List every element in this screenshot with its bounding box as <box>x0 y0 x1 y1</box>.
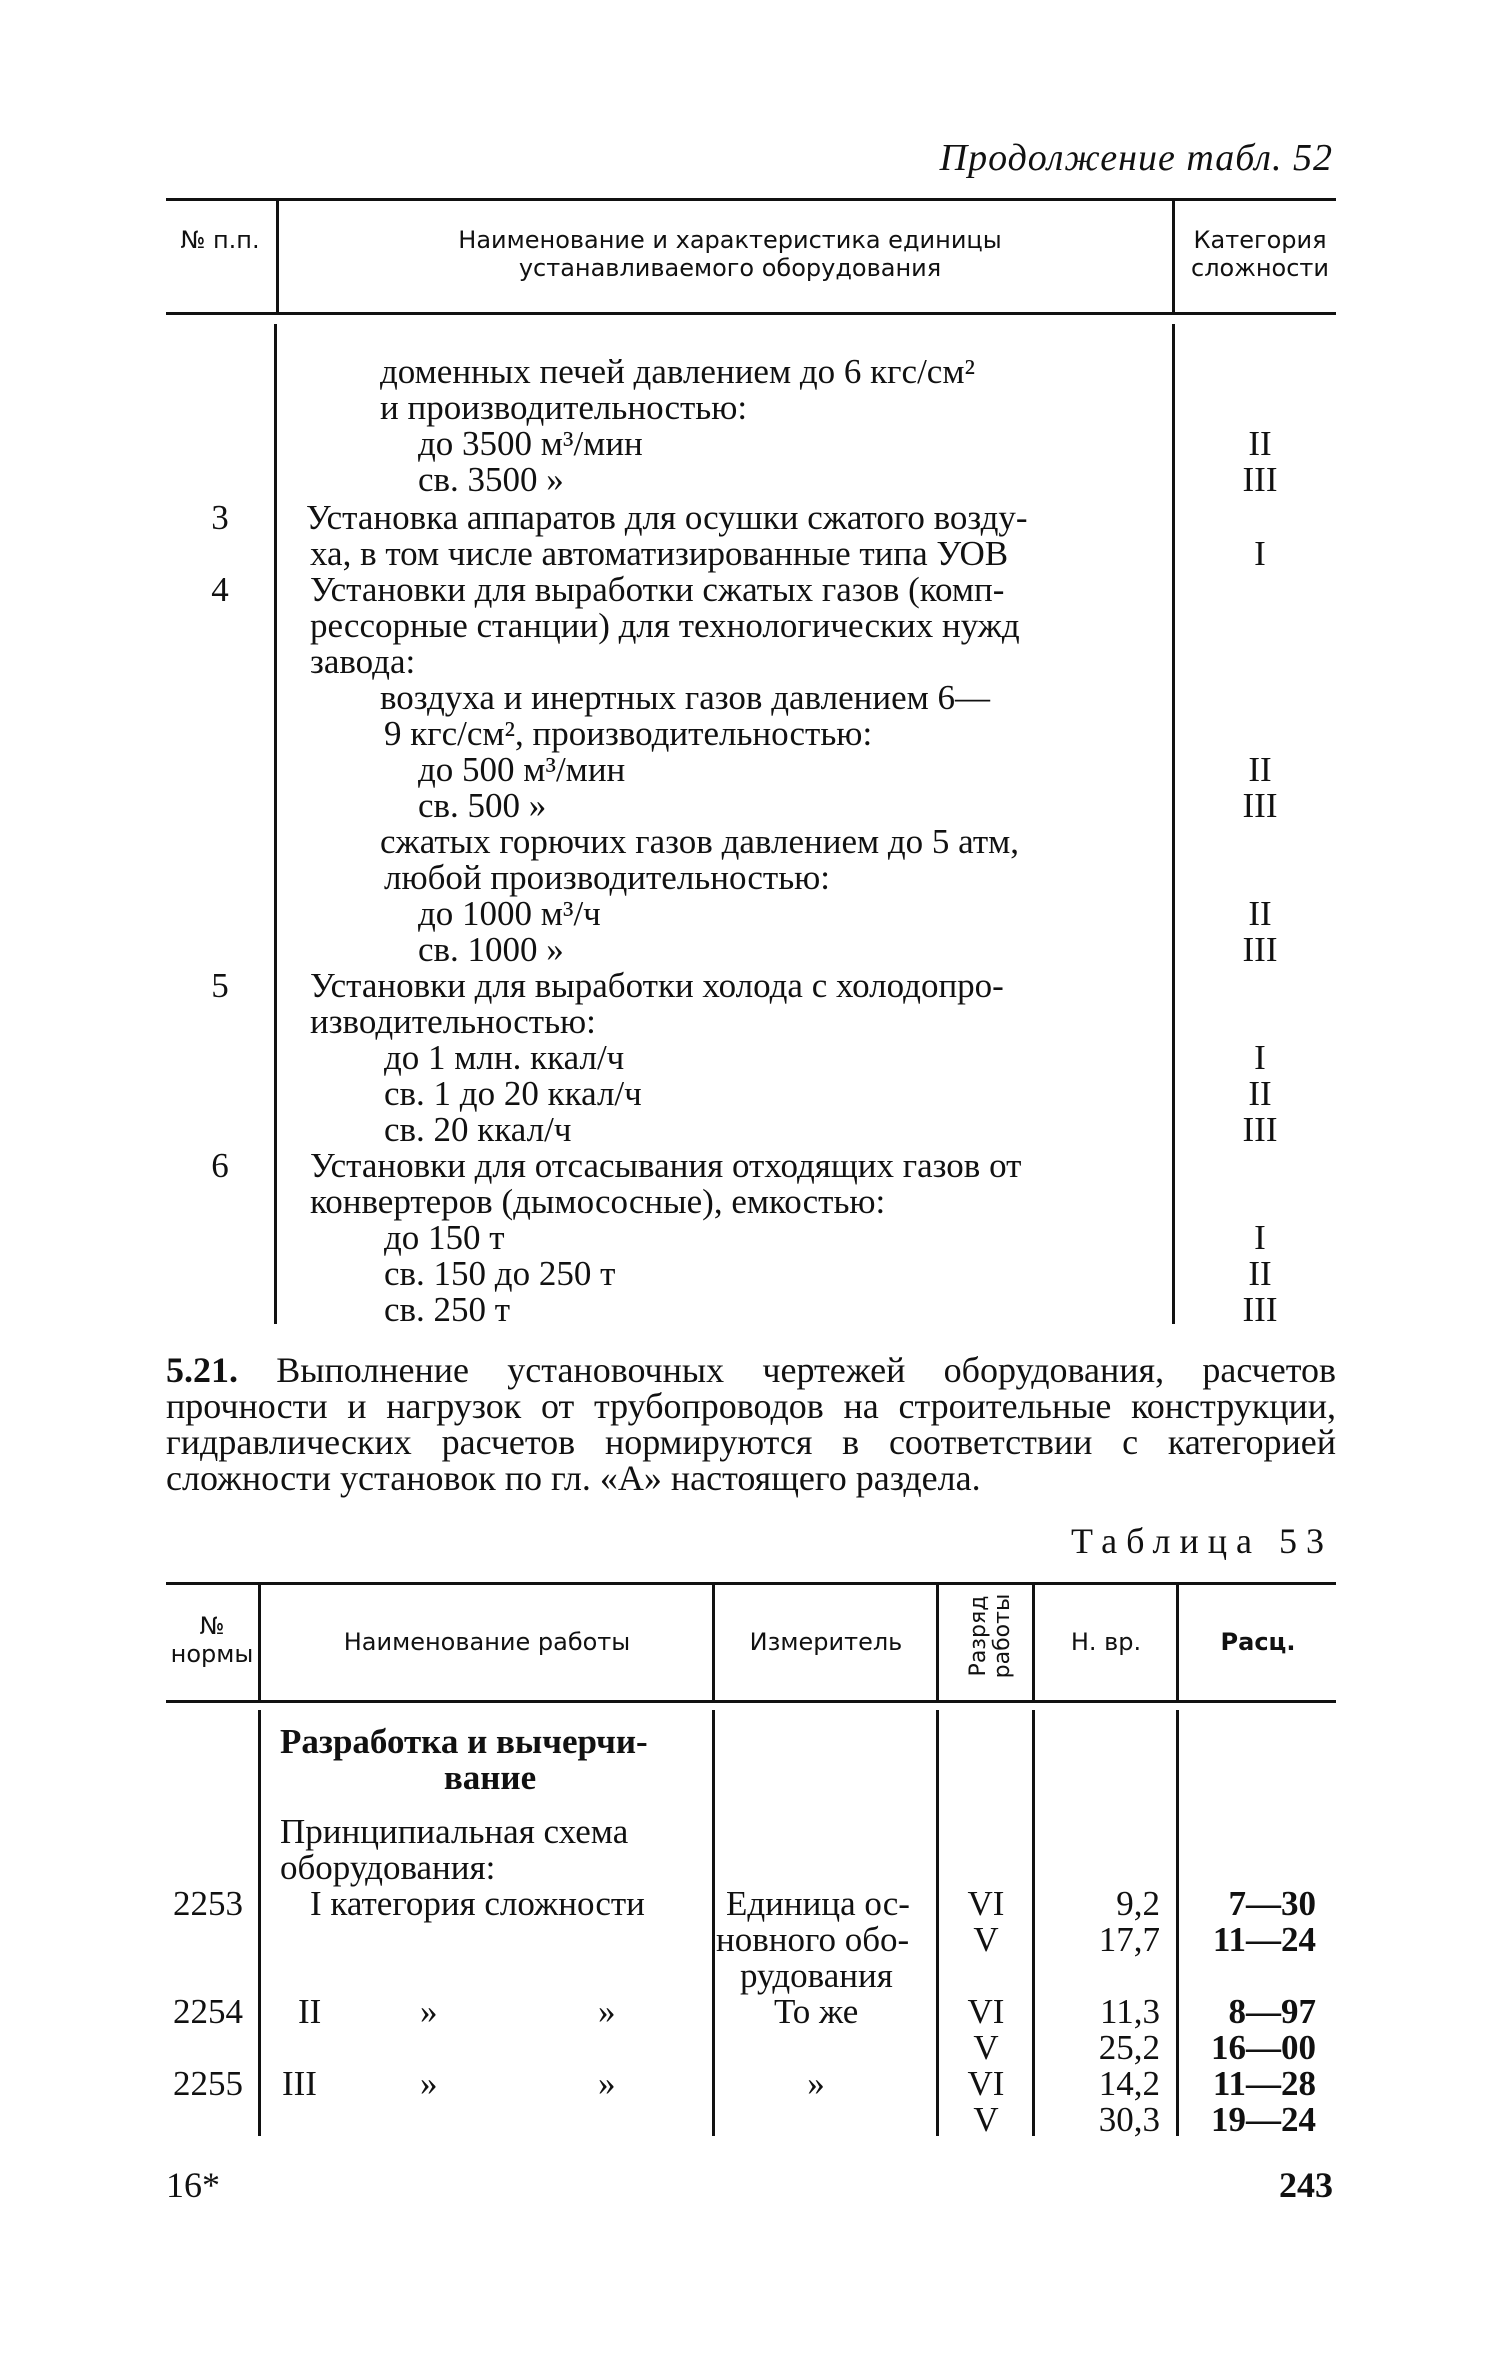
table-53-header-grade: Разряд работы <box>966 1593 1015 1679</box>
table-53-header-rate: Расц. <box>1220 1628 1296 1656</box>
table-53-col-rule <box>1176 1584 1179 1700</box>
table-52-row-text: завода: <box>310 642 416 681</box>
table-53-section-title: вание <box>443 1758 537 1797</box>
table-52-header-name: Наименование и характеристика единицы устанавливаемого оборудования <box>458 226 1002 282</box>
table-53-header-time: Н. вр. <box>1070 1628 1142 1656</box>
table-53-unit: » <box>807 2064 825 2103</box>
table-53-col-rule <box>258 1710 261 2136</box>
table-53-rate: 16—00 <box>1211 2028 1316 2067</box>
footer-signature-mark: 16* <box>166 2165 220 2205</box>
table-52-row-category: I <box>1254 1218 1266 1257</box>
table-52-row-text: до 150 т <box>384 1218 505 1257</box>
table-53-subsection: Принципиальная схема <box>280 1812 629 1851</box>
table-53-rate: 8—97 <box>1228 1992 1316 2031</box>
table-52-row-text: доменных печей давлением до 6 кгс/см² <box>380 352 975 391</box>
table-53-unit: То же <box>774 1992 859 2031</box>
table-53-header-rule <box>166 1700 1336 1703</box>
table-53-work-ditto: » <box>598 1992 616 2031</box>
continuation-title: Продолжение табл. 52 <box>939 137 1333 179</box>
table-53-time: 11,3 <box>1100 1992 1160 2031</box>
table-53-caption: Таблица 53 <box>1071 1521 1333 1561</box>
table-52-header-num: № п.п. <box>180 226 260 254</box>
table-53-grade: VI <box>967 1884 1005 1923</box>
table-53-top-rule <box>166 1582 1336 1585</box>
table-53-header-norm: № нормы <box>170 1612 254 1668</box>
table-53-col-rule <box>1176 1710 1179 2136</box>
table-52-row-category: III <box>1242 786 1278 825</box>
table-52-row-category: I <box>1254 1038 1266 1077</box>
table-53-col-rule <box>712 1584 715 1700</box>
table-52-row-text: св. 1 до 20 ккал/ч <box>384 1074 642 1113</box>
table-52-row-text: любой производительностью: <box>384 858 831 897</box>
table-53-time: 30,3 <box>1098 2100 1160 2139</box>
table-53-work-ditto: » <box>420 1992 438 2031</box>
table-53-col-rule <box>258 1584 261 1700</box>
table-53-header-unit: Измеритель <box>749 1628 903 1656</box>
table-52-row-text: и производительностью: <box>380 388 748 427</box>
table-52-row-category: III <box>1242 1290 1278 1329</box>
table-53-time: 14,2 <box>1098 2064 1160 2103</box>
table-52-row-text: изводительностью: <box>310 1002 596 1041</box>
table-53-work-ditto: » <box>420 2064 438 2103</box>
table-53-rate: 7—30 <box>1228 1884 1316 1923</box>
table-53-grade: V <box>973 2100 999 2139</box>
table-52-row-text: до 1 млн. ккал/ч <box>384 1038 625 1077</box>
table-53-section-title: Разработка и вычерчи- <box>280 1722 648 1761</box>
table-52-row-text: Установки для выработки сжатых газов (комп- <box>310 570 1005 609</box>
table-52-row-text: до 500 м³/мин <box>418 750 626 789</box>
table-53-unit: рудования <box>740 1956 893 1995</box>
table-52-col-rule-1 <box>276 200 279 312</box>
table-52-row-number: 6 <box>211 1146 229 1185</box>
table-52-row-text: до 1000 м³/ч <box>418 894 601 933</box>
table-52-row-category: I <box>1254 534 1266 573</box>
table-52-row-category: II <box>1248 750 1272 789</box>
table-53-unit: Единица ос- <box>726 1884 910 1923</box>
table-52-row-text: воздуха и инертных газов давлением 6— <box>380 678 991 717</box>
paragraph-number: 5.21. <box>166 1350 238 1390</box>
table-53-subsection: оборудования: <box>280 1848 496 1887</box>
table-53-time: 9,2 <box>1116 1884 1160 1923</box>
table-52-row-number: 4 <box>211 570 229 609</box>
table-52-row-text: Установки для выработки холода с холодопро- <box>310 966 1004 1005</box>
table-53-norm-number: 2253 <box>173 1884 243 1923</box>
table-52-row-category: III <box>1242 460 1278 499</box>
table-52-row-text: св. 250 т <box>384 1290 511 1329</box>
table-52-col-rule-1b <box>274 324 277 1324</box>
table-52-row-text: св. 1000 » <box>418 930 564 969</box>
table-52-row-text: св. 3500 » <box>418 460 564 499</box>
table-52-header-rule <box>166 312 1336 315</box>
table-53-col-rule <box>1032 1584 1035 1700</box>
table-53-grade: V <box>973 2028 999 2067</box>
table-52-row-category: II <box>1248 894 1272 933</box>
table-52-row-text: Установка аппаратов для осушки сжатого возду- <box>306 498 1028 537</box>
table-53-col-rule <box>936 1584 939 1700</box>
table-53-grade: V <box>973 1920 999 1959</box>
table-52-row-text: сжатых горючих газов давлением до 5 атм, <box>380 822 1020 861</box>
table-52-col-rule-2 <box>1172 200 1175 312</box>
table-52-row-number: 5 <box>211 966 229 1005</box>
table-52-col-rule-2b <box>1172 324 1175 1324</box>
table-52-row-text: до 3500 м³/мин <box>418 424 643 463</box>
table-52-row-category: II <box>1248 424 1272 463</box>
paragraph-5-21 <box>166 1352 1336 1496</box>
table-53-work-ditto: » <box>598 2064 616 2103</box>
paragraph-text: Выполнение установочных чертежей оборудования, расчетов прочности и нагрузок от трубопроводов на строительные конструкции, гидравлических расчетов нормируются в соответствии с категорией сложности установок по гл. «А» настоящего раздела. <box>166 1350 1336 1498</box>
table-52-row-text: св. 20 ккал/ч <box>384 1110 572 1149</box>
table-53-norm-number: 2255 <box>173 2064 243 2103</box>
table-52-row-number: 3 <box>211 498 229 537</box>
table-52-row-category: III <box>1242 1110 1278 1149</box>
table-53-work-name: I категория сложности <box>310 1884 645 1923</box>
table-53-work-name: III <box>282 2064 317 2103</box>
table-53-rate: 11—24 <box>1212 1920 1316 1959</box>
table-52-row-category: II <box>1248 1074 1272 1113</box>
table-52-row-text: св. 500 » <box>418 786 547 825</box>
table-53-grade: VI <box>967 2064 1005 2103</box>
table-53-work-name: II <box>298 1992 322 2031</box>
table-53-rate: 19—24 <box>1211 2100 1316 2139</box>
table-53-col-rule <box>712 1710 715 2136</box>
table-53-time: 25,2 <box>1098 2028 1160 2067</box>
table-52-row-text: конвертеров (дымососные), емкостью: <box>310 1182 886 1221</box>
table-53-time: 17,7 <box>1098 1920 1160 1959</box>
table-52-row-text: Установки для отсасывания отходящих газов от <box>310 1146 1022 1185</box>
table-53-rate: 11—28 <box>1212 2064 1316 2103</box>
page-number: 243 <box>1279 2165 1333 2205</box>
table-52-row-category: II <box>1248 1254 1272 1293</box>
table-52-top-rule <box>166 198 1336 201</box>
table-52-row-text: рессорные станции) для технологических нужд <box>310 606 1020 645</box>
table-52-row-text: св. 150 до 250 т <box>384 1254 616 1293</box>
table-53-header-work: Наименование работы <box>343 1628 631 1656</box>
table-53-col-rule <box>936 1710 939 2136</box>
table-52-row-text: 9 кгс/см², производительностью: <box>384 714 873 753</box>
table-53-norm-number: 2254 <box>173 1992 243 2031</box>
table-53-col-rule <box>1032 1710 1035 2136</box>
table-52-row-text: ха, в том числе автоматизированные типа УОВ <box>310 534 1009 573</box>
table-52-row-category: III <box>1242 930 1278 969</box>
table-53-unit: новного обо- <box>716 1920 910 1959</box>
table-52-header-category: Категория сложности <box>1191 226 1329 282</box>
table-53-grade: VI <box>967 1992 1005 2031</box>
